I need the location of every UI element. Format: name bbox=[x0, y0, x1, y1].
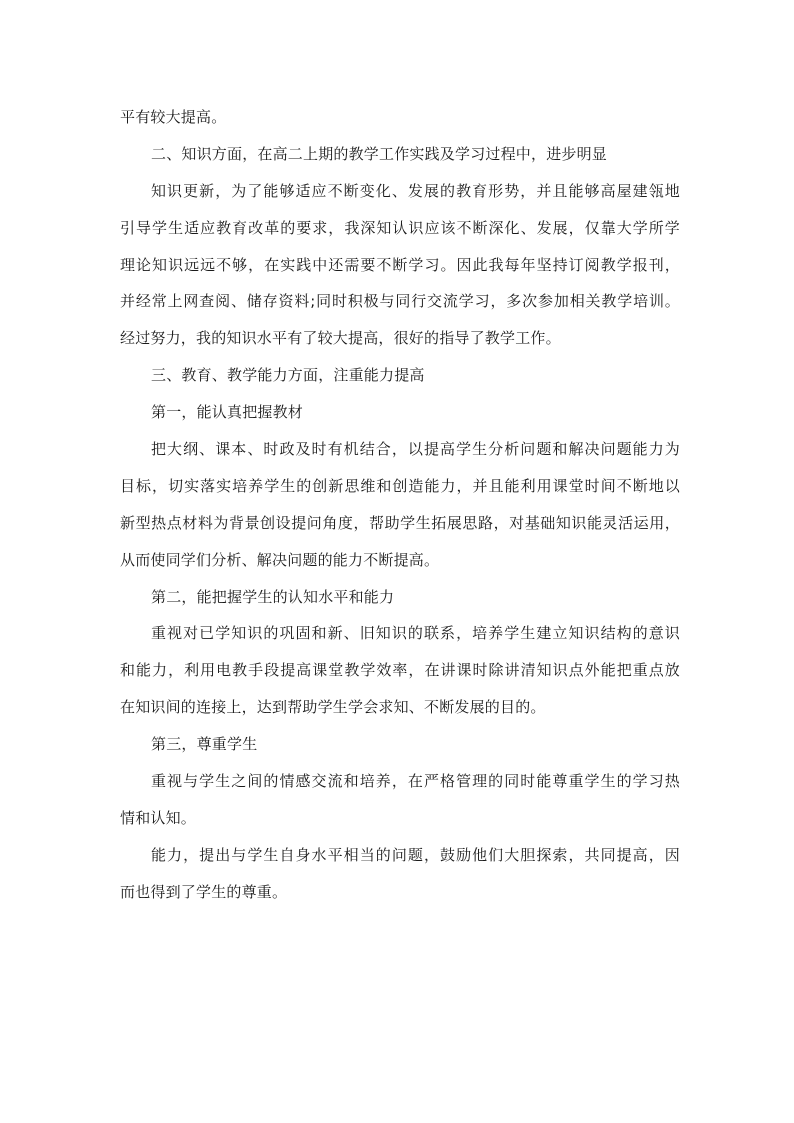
paragraph-line: 重视对已学知识的巩固和新、旧知识的联系，培养学生建立知识结构的意识 bbox=[151, 624, 680, 643]
paragraph-line: 新型热点材料为背景创设提问角度，帮助学生拓展思路，对基础知识能灵活运用， bbox=[120, 513, 680, 532]
document-page bbox=[120, 99, 680, 911]
paragraph-line: 目标，切实落实培养学生的创新思维和创造能力，并且能利用课堂时间不断地以 bbox=[120, 476, 680, 495]
subheading-third: 第三，尊重学生 bbox=[151, 735, 258, 754]
paragraph-continuation-line: 平有较大提高。 bbox=[120, 108, 227, 126]
paragraph-line: 重视与学生之间的情感交流和培养，在严格管理的同时能尊重学生的学习热 bbox=[151, 772, 680, 791]
paragraph-line: 引导学生适应教育改革的要求，我深知认识应该不断深化、发展，仅靠大学所学 bbox=[120, 218, 680, 237]
paragraph-line: 情和认知。 bbox=[120, 808, 197, 827]
section-heading-knowledge: 二、知识方面，在高二上期的教学工作实践及学习过程中，进步明显 bbox=[151, 144, 608, 163]
paragraph-line: 把大纲、课本、时政及时有机结合，以提高学生分析问题和解决问题能力为 bbox=[151, 440, 680, 459]
subheading-first: 第一，能认真把握教材 bbox=[151, 403, 304, 422]
paragraph-line: 知识更新，为了能够适应不断变化、发展的教育形势，并且能够高屋建瓴地 bbox=[151, 181, 680, 200]
paragraph-line: 而也得到了学生的尊重。 bbox=[120, 882, 288, 901]
paragraph-line: 和能力，利用电教手段提高课堂教学效率，在讲课时除讲清知识点外能把重点放 bbox=[120, 661, 680, 680]
section-heading-teaching-ability: 三、教育、教学能力方面，注重能力提高 bbox=[151, 366, 425, 385]
paragraph-line: 理论知识远远不够，在实践中还需要不断学习。因此我每年坚持订阅教学报刊， bbox=[120, 255, 680, 274]
paragraph-line: 经过努力，我的知识水平有了较大提高，很好的指导了教学工作。 bbox=[120, 329, 561, 348]
paragraph-line: 在知识间的连接上，达到帮助学生学会求知、不断发展的目的。 bbox=[120, 698, 546, 717]
subheading-second: 第二，能把握学生的认知水平和能力 bbox=[151, 587, 395, 606]
paragraph-line: 从而使同学们分析、解决问题的能力不断提高。 bbox=[120, 550, 440, 569]
paragraph-line: 能力，提出与学生自身水平相当的问题，鼓励他们大胆探索，共同提高，因 bbox=[151, 845, 680, 864]
paragraph-line: 并经常上网查阅、储存资料;同时积极与同行交流学习，多次参加相关教学培训。 bbox=[120, 292, 680, 311]
